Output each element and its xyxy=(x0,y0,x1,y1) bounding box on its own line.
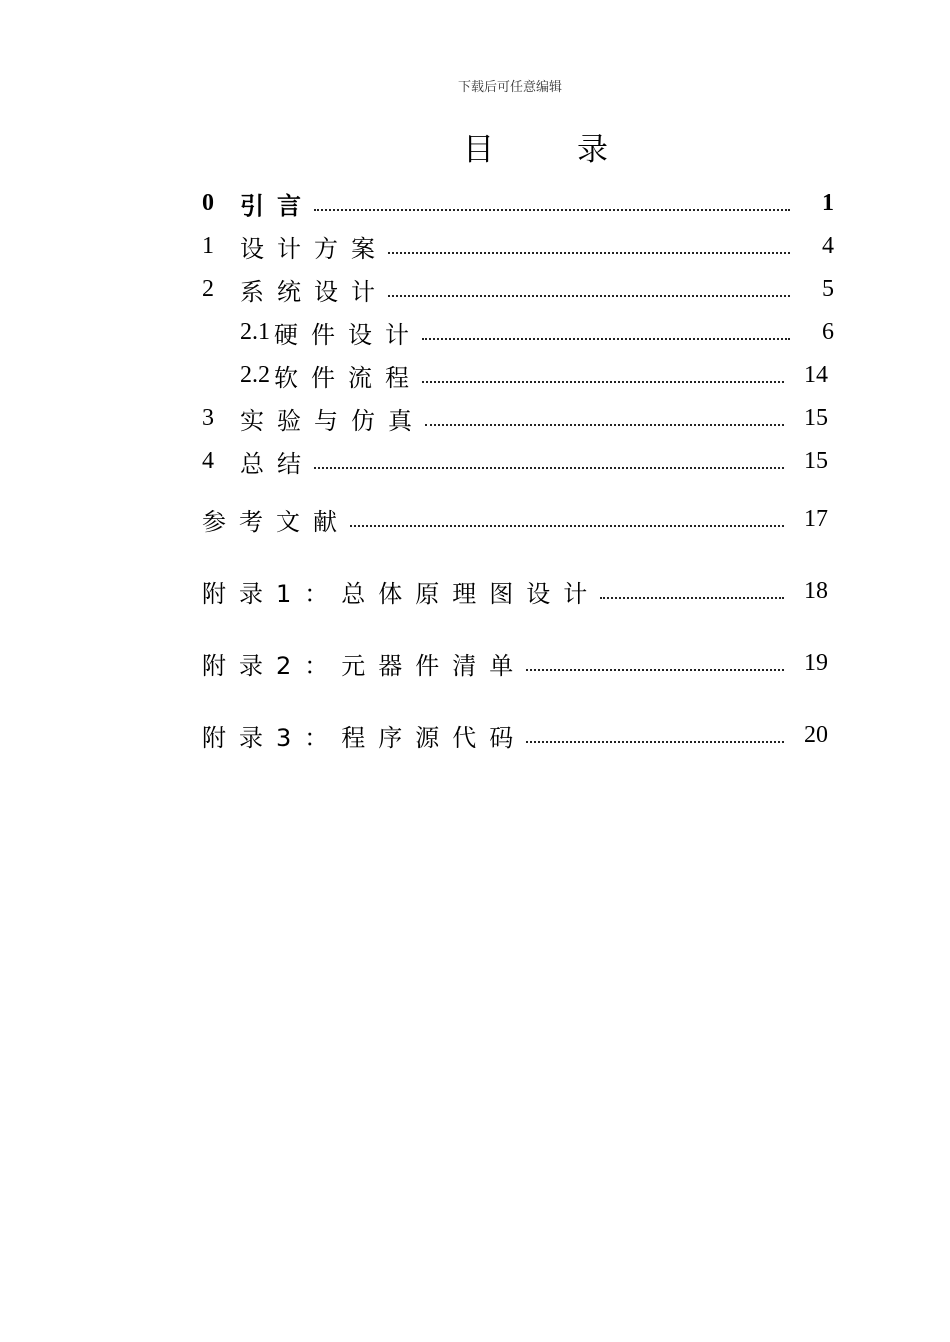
toc-entry[interactable] xyxy=(240,360,828,390)
page-header: 下载后可任意编辑 xyxy=(457,80,562,95)
toc-entry-label: 硬件设计 xyxy=(274,320,422,349)
toc-leader xyxy=(425,410,784,426)
toc-entry-page: 18 xyxy=(804,577,828,604)
toc-title-char-1: 目 xyxy=(463,132,494,168)
toc-entry[interactable] xyxy=(202,446,828,476)
toc-entry-number: 0 xyxy=(202,189,214,216)
toc-leader xyxy=(526,655,784,671)
toc-entry[interactable] xyxy=(202,188,834,218)
toc-entry-page: 14 xyxy=(804,361,828,388)
toc-entry[interactable] xyxy=(202,648,828,678)
toc-entry-page: 20 xyxy=(804,721,828,748)
toc-entry-label: 实验与仿真 xyxy=(240,406,425,435)
toc-entry[interactable] xyxy=(202,231,834,261)
toc-entry-number: 4 xyxy=(202,447,214,474)
toc-entry-page: 4 xyxy=(822,232,834,259)
toc-entry-number: 2.1 xyxy=(240,318,270,345)
toc-entry-page: 15 xyxy=(804,447,828,474)
toc-leader xyxy=(422,367,784,383)
toc-entry-label: 软件流程 xyxy=(274,363,422,392)
toc-entry[interactable] xyxy=(202,274,834,304)
toc-entry-number: 3 xyxy=(202,404,214,431)
toc-entry-label: 附录1：总体原理图设计 xyxy=(202,579,601,608)
toc-entry-number: 1 xyxy=(202,232,214,259)
toc-entry-label: 总结 xyxy=(240,449,314,478)
toc-entry-page: 19 xyxy=(804,649,828,676)
toc-leader xyxy=(314,453,784,469)
toc-entry-label: 引言 xyxy=(240,191,314,220)
toc-leader xyxy=(422,324,790,340)
toc-entry[interactable] xyxy=(240,317,834,347)
toc-leader xyxy=(314,195,790,211)
toc-leader xyxy=(388,281,790,297)
toc-entry-label: 附录2：元器件清单 xyxy=(202,651,527,680)
toc-leader xyxy=(350,511,784,527)
toc-title-char-2: 录 xyxy=(577,132,608,168)
toc-entry-number: 2 xyxy=(202,275,214,302)
toc-entry-page: 6 xyxy=(822,318,834,345)
toc-entry[interactable] xyxy=(202,720,828,750)
toc-leader xyxy=(388,238,790,254)
toc-leader xyxy=(526,727,784,743)
toc-entry-page: 17 xyxy=(804,505,828,532)
toc-entry-number: 2.2 xyxy=(240,361,270,388)
toc-entry[interactable] xyxy=(202,576,828,606)
toc-entry-page: 5 xyxy=(822,275,834,302)
toc-entry-label: 系统设计 xyxy=(240,277,388,306)
toc-entry[interactable] xyxy=(202,504,828,534)
toc-entry-label: 设计方案 xyxy=(240,234,388,263)
toc-entry-label: 参考文献 xyxy=(202,507,350,536)
toc-entry-page: 15 xyxy=(804,404,828,431)
toc-entry-label: 附录3：程序源代码 xyxy=(202,723,527,752)
toc-leader xyxy=(600,583,784,599)
toc-entry-page: 1 xyxy=(822,189,834,216)
toc-entry[interactable] xyxy=(202,403,828,433)
